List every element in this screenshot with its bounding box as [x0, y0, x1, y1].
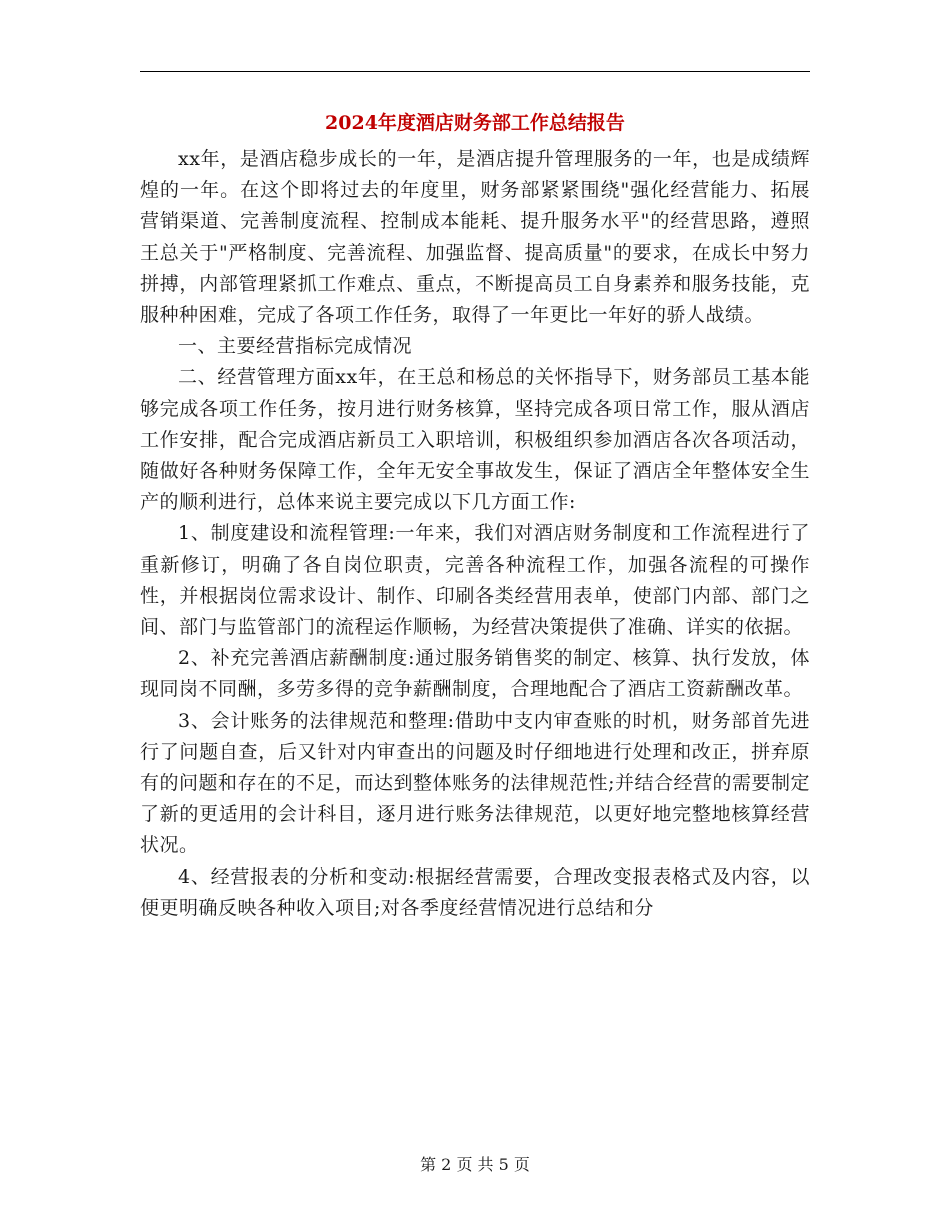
- paragraph-item-2: 2、补充完善酒店薪酬制度:通过服务销售奖的制定、核算、执行发放，体现同岗不同酬，多劳多得的竞争薪酬制度，合理地配合了酒店工资薪酬改革。: [140, 647, 810, 701]
- header-rule: [140, 71, 810, 72]
- paragraph-item-4: 4、经营报表的分析和变动:根据经营需要，合理改变报表格式及内容，以便更明确反映各种收入项目;对各季度经营情况进行总结和分: [140, 865, 810, 919]
- page-number-footer: 第 2 页 共 5 页: [420, 1155, 530, 1174]
- document-body: [140, 108, 810, 924]
- paragraph-intro: xx年，是酒店稳步成长的一年，是酒店提升管理服务的一年，也是成绩辉煌的一年。在这个即将过去的年度里，财务部紧紧围绕"强化经营能力、拓展营销渠道、完善制度流程、控制成本能耗、提升服务水平"的经营思路，遵照王总关于"严格制度、完善流程、加强监督、提高质量"的要求，在成长中努力拼搏，内部管理紧抓工作难点、重点，不断提高员工自身素养和服务技能，克服种种困难，完成了各项工作任务，取得了一年更比一年好的骄人战绩。: [140, 148, 810, 327]
- heading-section-1: 一、主要经营指标完成情况: [178, 335, 413, 358]
- paragraph-section-2: 二、经营管理方面xx年，在王总和杨总的关怀指导下，财务部员工基本能够完成各项工作任务，按月进行财务核算，坚持完成各项日常工作，服从酒店工作安排，配合完成酒店新员工入职培训，积极组织参加酒店各次各项活动，随做好各种财务保障工作，全年无安全事故发生，保证了酒店全年整体安全生产的顺利进行，总体来说主要完成以下几方面工作:: [140, 366, 810, 514]
- paragraph-item-3: 3、会计账务的法律规范和整理:借助中支内审查账的时机，财务部首先进行了问题自查，后又针对内审查出的问题及时仔细地进行处理和改正，拼弃原有的问题和存在的不足，而达到整体账务的法律规范性;并结合经营的需要制定了新的更适用的会计科目，逐月进行账务法律规范，以更好地完整地核算经营状况。: [140, 709, 810, 857]
- paragraph-item-1: 1、制度建设和流程管理:一年来，我们对酒店财务制度和工作流程进行了重新修订，明确了各自岗位职责，完善各种流程工作，加强各流程的可操作性，并根据岗位需求设计、制作、印刷各类经营用表单，使部门内部、部门之间、部门与监管部门的流程运作顺畅，为经营决策提供了准确、详实的依据。: [140, 522, 810, 639]
- document-title: 2024年度酒店财务部工作总结报告: [325, 112, 625, 134]
